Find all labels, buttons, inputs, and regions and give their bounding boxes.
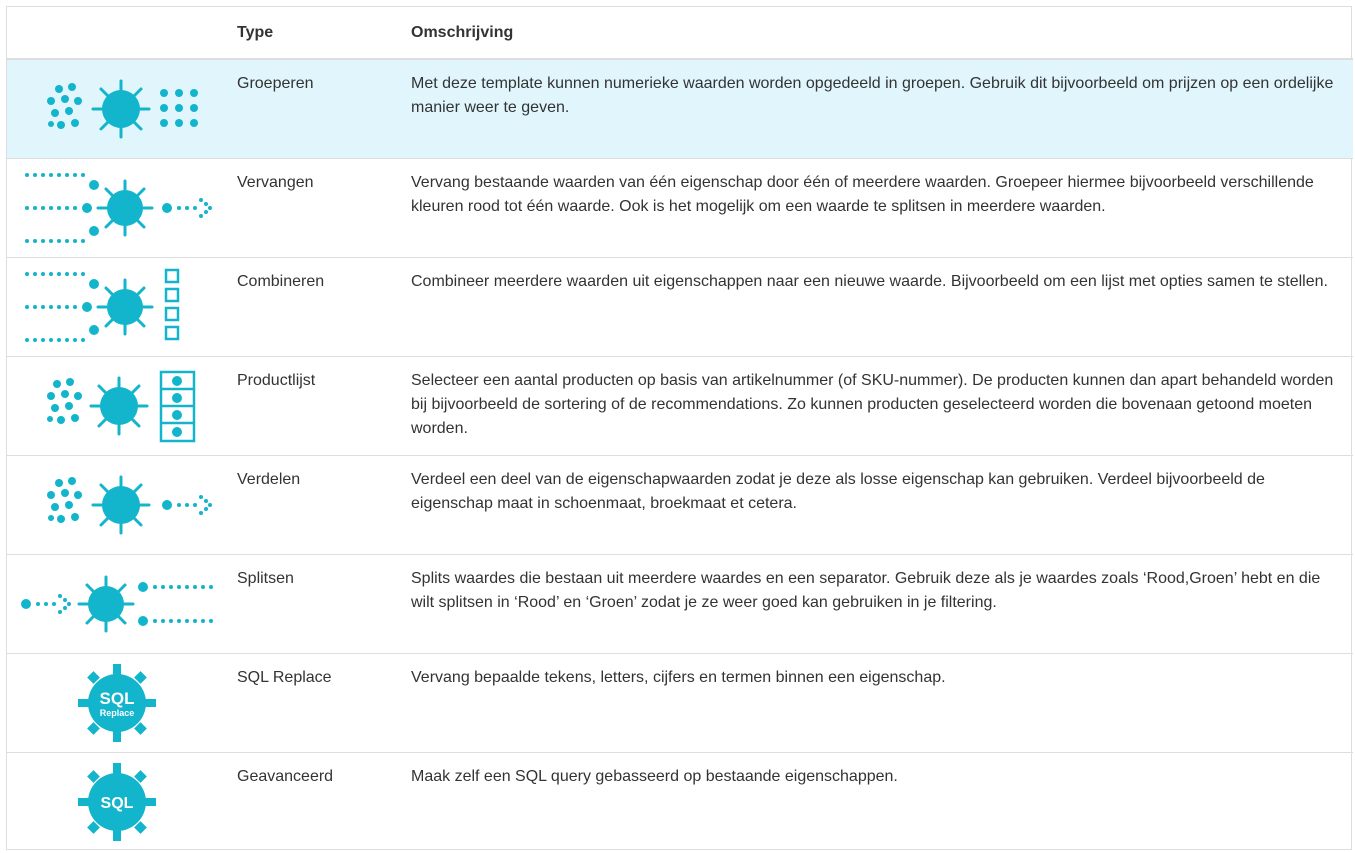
verdelen-icon: [7, 456, 237, 554]
table-row-vervangen[interactable]: [7, 159, 1353, 258]
icon-cell: [7, 357, 237, 456]
combineren-icon: [7, 258, 237, 356]
type-label: Productlijst: [237, 372, 316, 389]
type-label: Splitsen: [237, 570, 294, 587]
table-row-splitsen[interactable]: [7, 555, 1353, 654]
icon-cell: [7, 555, 237, 654]
vervangen-icon: [7, 159, 237, 257]
table-row-combineren[interactable]: [7, 258, 1353, 357]
sql-icon-sublabel: Replace: [99, 708, 135, 718]
description-text: Maak zelf een SQL query gebasseerd op bestaande eigenschappen.: [411, 768, 898, 785]
sql-replace-icon: [7, 654, 237, 752]
icon-cell: [7, 753, 237, 852]
groeperen-icon: [7, 60, 237, 158]
description-text: Met deze template kunnen numerieke waarden worden opgedeeld in groepen. Gebruik dit bijvoorbeeld om prijzen op een ordelijke manier weer te geven.: [411, 75, 1334, 116]
type-label: Verdelen: [237, 471, 301, 488]
type-label: Combineren: [237, 273, 325, 290]
table-header: [7, 7, 1353, 59]
description-text: Vervang bepaalde tekens, letters, cijfers en termen binnen een eigenschap.: [411, 669, 946, 686]
table-row-productlijst[interactable]: [7, 357, 1353, 456]
table-row-groeperen[interactable]: [7, 59, 1353, 159]
description-text: Combineer meerdere waarden uit eigenschappen naar een nieuwe waarde. Bijvoorbeeld om een lijst met opties samen te stellen.: [411, 273, 1328, 290]
sql-icon-label: SQL: [99, 689, 135, 708]
icon-cell: [7, 456, 237, 555]
icon-cell: [7, 654, 237, 753]
productlijst-icon: [7, 357, 237, 455]
sql-icon-label: SQL: [100, 795, 134, 813]
type-label: Vervangen: [237, 174, 314, 191]
icon-cell: [7, 59, 237, 159]
sql-icon: [7, 753, 237, 851]
type-label: SQL Replace: [237, 669, 332, 686]
splitsen-icon: [7, 555, 237, 653]
description-text: Vervang bestaande waarden van één eigenschap door één of meerdere waarden. Groepeer hiermee bijvoorbeeld verschillende kleuren rood tot één waarde. Ook is het mogelijk om een waarde te splitsen in meerdere waarden.: [411, 174, 1314, 215]
header-icon-column: [7, 7, 237, 59]
type-label: Geavanceerd: [237, 768, 334, 785]
table-row-geavanceerd[interactable]: [7, 753, 1353, 852]
description-text: Verdeel een deel van de eigenschapwaarden zodat je deze als losse eigenschap kan gebruiken. Verdeel bijvoorbeeld de eigenschap maat in schoenmaat, broekmaat et cetera.: [411, 471, 1265, 512]
template-types-table: [7, 7, 1353, 852]
header-type-column: Type: [237, 23, 274, 41]
icon-cell: [7, 159, 237, 258]
description-text: Splits waardes die bestaan uit meerdere waardes en een separator. Gebruik deze als je waardes zoals ‘Rood,Groen’ hebt en die wilt splitsen in ‘Rood’ en ‘Groen’ zodat je ze weer goed kan gebruiken in je filtering.: [411, 570, 1321, 611]
header-row: [7, 7, 1353, 59]
icon-cell: [7, 258, 237, 357]
table-row-verdelen[interactable]: [7, 456, 1353, 555]
type-label: Groeperen: [237, 75, 314, 92]
header-description-column: Omschrijving: [411, 23, 514, 41]
table-body: [7, 59, 1353, 852]
template-types-table-wrapper: [6, 6, 1352, 850]
table-row-sql-replace[interactable]: [7, 654, 1353, 753]
description-text: Selecteer een aantal producten op basis van artikelnummer (of SKU-nummer). De producten kunnen dan apart behandeld worden bij bijvoorbeeld de sortering of de recommendations. Zo kunnen producten geselecteerd worden die bovenaan getoond moeten worden.: [411, 372, 1334, 437]
